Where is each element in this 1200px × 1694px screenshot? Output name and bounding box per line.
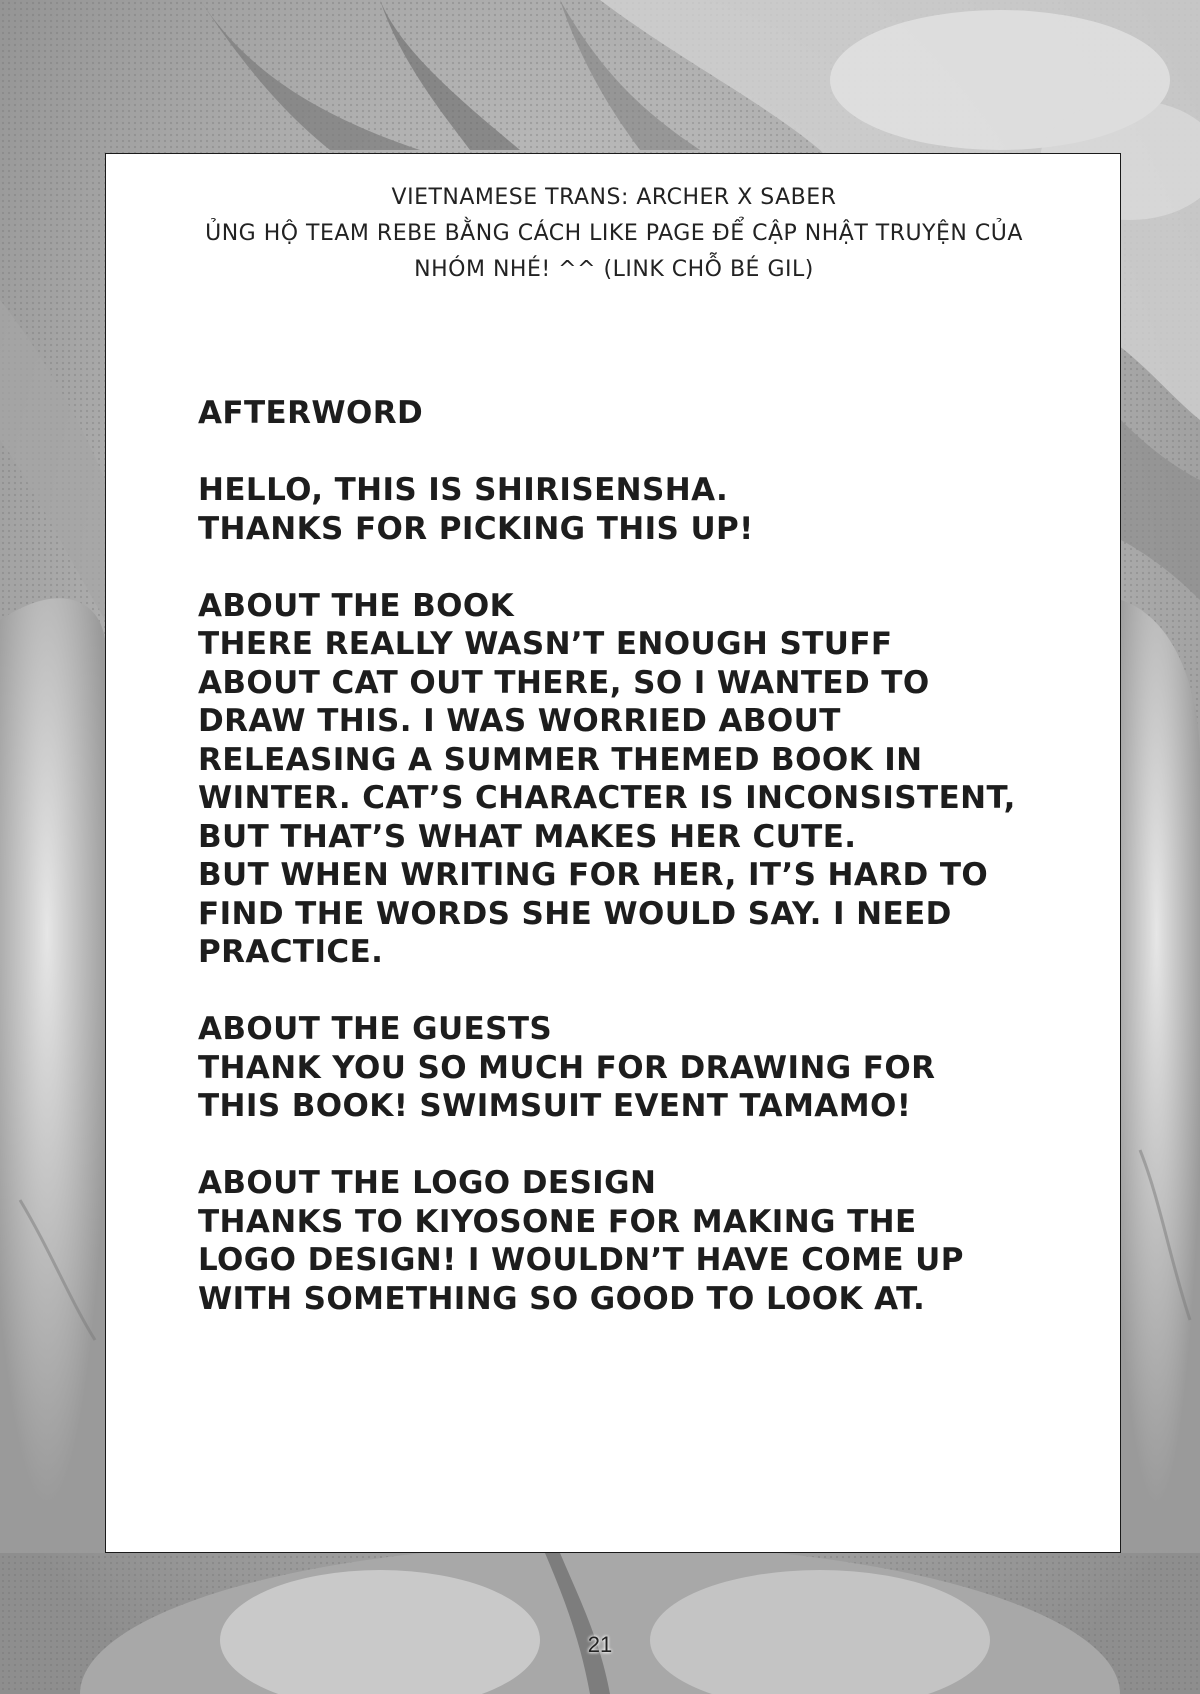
book-body-line: ABOUT CAT OUT THERE, SO I WANTED TO: [198, 664, 930, 701]
book-body-line: BUT WHEN WRITING FOR HER, IT’S HARD TO: [198, 857, 989, 893]
book-body-line: WINTER. CAT’S CHARACTER IS INCONSISTENT,: [198, 780, 1016, 816]
greeting-line: HELLO, THIS IS SHIRISENSHA.: [198, 472, 729, 508]
afterword-panel: [105, 153, 1121, 1553]
book-body-line: BUT THAT’S WHAT MAKES HER CUTE.: [198, 818, 857, 855]
logo-body-line: LOGO DESIGN! I WOULDN’T HAVE COME UP: [198, 1242, 964, 1278]
section-heading-logo: ABOUT THE LOGO DESIGN: [198, 1165, 657, 1201]
book-body-line: FIND THE WORDS SHE WOULD SAY. I NEED: [198, 895, 952, 932]
afterword-title: AFTERWORD: [198, 395, 424, 431]
afterword-text: [198, 394, 1078, 1318]
book-body-line: DRAW THIS. I WAS WORRIED ABOUT: [198, 703, 841, 739]
book-body-line: THERE REALLY WASN’T ENOUGH STUFF: [198, 626, 893, 662]
book-body-line: RELEASING A SUMMER THEMED BOOK IN: [198, 741, 923, 778]
page-number: 21: [587, 1632, 613, 1657]
guests-body-line: THIS BOOK! SWIMSUIT EVENT TAMAMO!: [198, 1088, 912, 1124]
section-heading-guests: ABOUT THE GUESTS: [198, 1011, 553, 1047]
logo-body-line: WITH SOMETHING SO GOOD TO LOOK AT.: [198, 1280, 926, 1317]
translation-credits: [106, 180, 1122, 288]
guests-body-line: THANK YOU SO MUCH FOR DRAWING FOR: [198, 1049, 936, 1086]
logo-body-line: THANKS TO KIYOSONE FOR MAKING THE: [198, 1203, 917, 1240]
credits-line-3: NHÓM NHÉ! ^^ (LINK CHỖ BÉ GIL): [414, 257, 814, 282]
book-body-line: PRACTICE.: [198, 934, 384, 970]
credits-line-2: ỦNG HỘ TEAM REBE BẰNG CÁCH LIKE PAGE ĐỂ CẬP NHẬT TRUYỆN CỦA: [205, 221, 1023, 246]
credits-line-1: VIETNAMESE TRANS: ARCHER X SABER: [391, 185, 837, 210]
greeting-line: THANKS FOR PICKING THIS UP!: [198, 510, 754, 547]
section-heading-book: ABOUT THE BOOK: [198, 587, 515, 624]
